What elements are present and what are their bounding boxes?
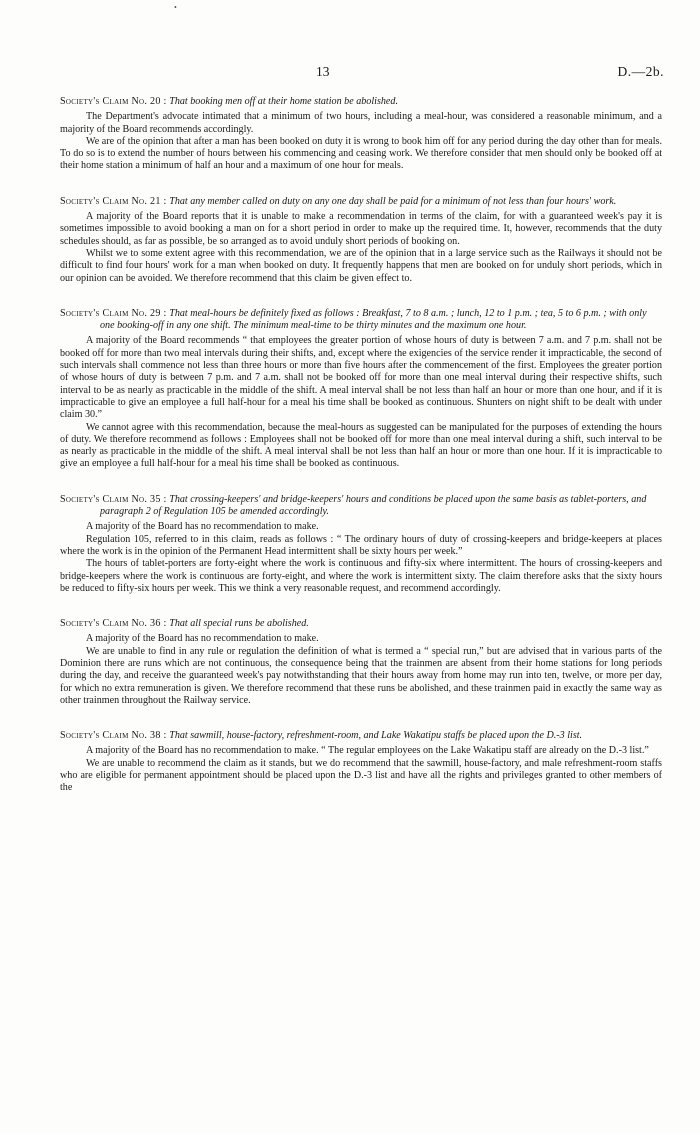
claim-heading: [60, 196, 662, 208]
document-reference: D.—2b.: [617, 64, 664, 79]
claim-paragraph: A majority of the Board has no recommendation to make.: [86, 633, 319, 645]
claim-paragraph: A majority of the Board has no recommendation to make.: [86, 521, 319, 533]
claim-label: Society's Claim No. 38 :: [60, 730, 167, 742]
claim-paragraph: A majority of the Board reports that it is unable to make a recommendation in terms of the claim, for with a guaranteed week's pay it is sometimes impossible to avoid booking a man on for a short period in order to make up the required time. It, however, recommends that the duty schedules should, as far as possible, be so arranged as to avoid unduly short periods of booking on.: [60, 211, 662, 247]
document-body: [60, 96, 662, 818]
claim-section: [60, 494, 662, 595]
claim-paragraph: We are of the opinion that after a man has been booked on duty it is wrong to book him off for any period during the day other than for meals. To do so is to extend the number of hours between his commencing and ceasing work. We therefore consider that men should only be booked off at their home station a minimum of half an hour and a maximum of one hour for meals.: [60, 135, 662, 172]
claim-section: [60, 196, 662, 285]
page-header: [0, 64, 700, 84]
claim-paragraph: Regulation 105, referred to in this claim, reads as follows : “ The ordinary hours of duty of crossing-keepers and bridge-keepers at places where the work is in the opinion of the Permanent Head intermittent shall be sixty hours per week.”: [60, 533, 662, 557]
claim-paragraph: The Department's advocate intimated that a minimum of two hours, including a meal-hour, was considered a reasonable minimum, and a majority of the Board recommends accordingly.: [60, 111, 662, 135]
claim-section: [60, 96, 662, 173]
claim-paragraph: A majority of the Board recommends “ that employees the greater portion of whose hours of duty is between 7 a.m. and 7 p.m. shall not be booked off for more than two meal intervals during their shifts, and, except where the exigencies of the service render it impracticable, the second of such intervals shall commence not less than three hours or more than five hours after the commencement of the first. Employees the greater portion of whose hours of duty is between 7 p.m. and 7 a.m. shall not be booked off for more than one meal interval during their respective shifts, such interval to be as nearly as practicable in the middle of the shift. A meal interval shall be not less than half an hour or more than one hour, and if it is impracticable to give an employee a full half-hour for a meal his time shall be booked as continuous. Shunters on night shift to be dealt with under claim 30.”: [60, 335, 662, 421]
claim-label: Society's Claim No. 29 :: [60, 307, 167, 319]
claim-paragraph: We cannot agree with this recommendation, because the meal-hours as suggested can be manipulated for the purposes of extending the hours of duty. We therefore recommend as follows : Employees shall not be booked off for more than one meal interval during a shift, such interval to be as nearly as practicable in the middle of the shift. A meal interval shall be not less than half an hour or more than one hour. If it is impracticable to give an employee a full half-hour for a meal his time shall be booked as continuous.: [60, 421, 662, 470]
claim-label: Society's Claim No. 35 :: [60, 493, 167, 505]
claim-text: That sawmill, house-factory, refreshment-room, and Lake Wakatipu staffs be placed upon the D.-3 list.: [169, 730, 583, 742]
claim-section: [60, 308, 662, 471]
claim-paragraph: We are unable to recommend the claim as it stands, but we do recommend that the sawmill, house-factory, and male refreshment-room staffs who are eligible for permanent appointment should be placed upon the D.-3 list and have all the rights and privileges granted to other members of the: [60, 757, 662, 794]
claim-text: That all special runs be abolished.: [169, 618, 309, 630]
claim-text: That any member called on duty on any one day shall be paid for a minimum of not less than four hours' work.: [169, 195, 617, 207]
claim-heading: [60, 730, 662, 742]
claim-label: Society's Claim No. 20 :: [60, 96, 167, 107]
claim-heading: [60, 494, 662, 519]
claim-label: Society's Claim No. 21 :: [60, 195, 167, 207]
page-mark: •: [174, 3, 177, 12]
claim-text: That meal-hours be definitely fixed as follows : Breakfast, 7 to 8 a.m. ; lunch, 12 to 1 p.m. ; tea, 5 to 6 p.m. ; with only one booking-off in any one shift. The minimum meal-time to be thirty minutes and the maximum one hour.: [100, 307, 647, 332]
claim-heading: [60, 96, 662, 108]
claim-text: That crossing-keepers' and bridge-keepers' hours and conditions be placed upon the same basis as tablet-porters, and paragraph 2 of Regulation 105 be amended accordingly.: [100, 493, 647, 518]
claim-section: [60, 618, 662, 707]
claim-paragraph: A majority of the Board has no recommendation to make. “ The regular employees on the Lake Wakatipu staff are already on the D.-3 list.”: [86, 745, 649, 757]
claim-heading: [60, 308, 662, 333]
claim-paragraph: The hours of tablet-porters are forty-eight where the work is continuous and fifty-six where intermittent. The hours of crossing-keepers and bridge-keepers where the work is continuous are forty-eight, and where the work is intermittent sixty. The claim therefore asks that the sixty hours be reduced to fifty-six hours per week. This we think a very reasonable request, and recommend accordingly.: [60, 558, 662, 594]
claim-label: Society's Claim No. 36 :: [60, 618, 167, 630]
claim-text: That booking men off at their home station be abolished.: [169, 96, 398, 107]
claim-paragraph: Whilst we to some extent agree with this recommendation, we are of the opinion that in a large service such as the Railways it should not be difficult to find four hours' work for a man when booked on duty. It frequently happens that men are booked on for unduly short periods, which in our opinion can be avoided. We therefore recommend that this claim be given effect to.: [60, 247, 662, 284]
page-number: 13: [316, 64, 330, 79]
claim-heading: [60, 618, 662, 630]
claim-paragraph: We are unable to find in any rule or regulation the definition of what is termed a “ special run,” but are advised that in various parts of the Dominion there are runs which are not continuous, the consequence being that the trainmen are absent from their home stations for long periods during the day, and receive the guaranteed week's pay notwithstanding that their hours away from home may run into ten, twelve, or more per day, for which no extra remuneration is given. We therefore recommend that these runs be abolished, and these trainmen paid in exactly the same way as other trainmen throughout the Railway service.: [60, 645, 662, 706]
claim-section: [60, 730, 662, 794]
